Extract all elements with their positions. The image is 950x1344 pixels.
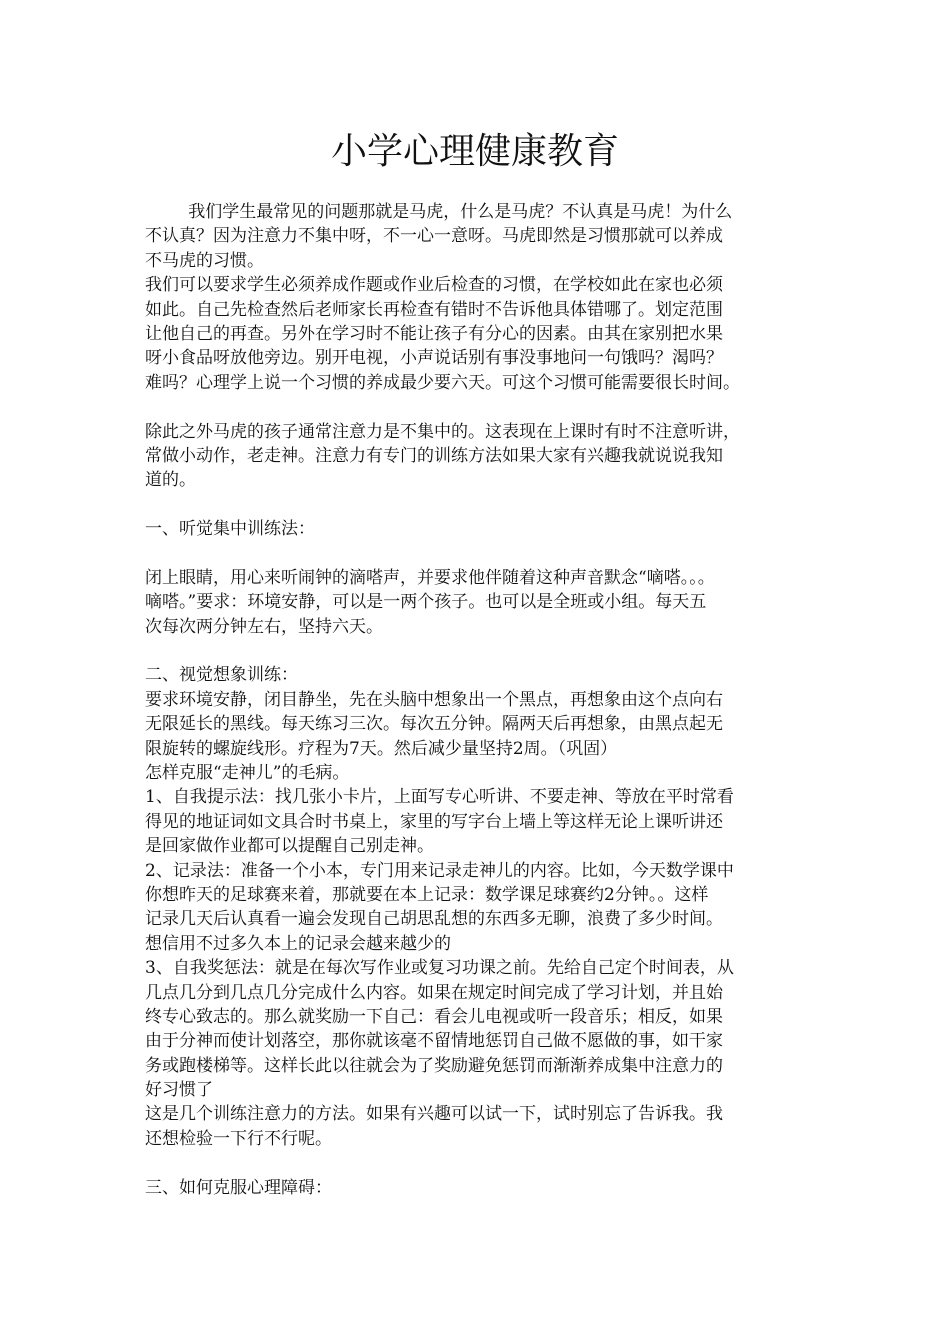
text-line: 几点几分到几点几分完成什么内容。如果在规定时间完成了学习计划，并且始 — [145, 982, 723, 1003]
text-line: 3、自我奖惩法：就是在每次写作业或复习功课之前。先给自己定个时间表，从 — [145, 958, 734, 979]
text-line: 常做小动作，老走神。注意力有专门的训练方法如果大家有兴趣我就说说我知 — [145, 445, 723, 466]
text-line: 呀小食品呀放他旁边。别开电视，小声说话别有事没事地问一句饿吗？渴吗？ — [145, 348, 723, 369]
text-line: 如此。自己先检查然后老师家长再检查有错时不告诉他具体错哪了。划定范围 — [145, 299, 723, 320]
text-line: 是回家做作业都可以提醒自己别走神。 — [145, 836, 434, 857]
text-line: 次每次两分钟左右，坚持六天。 — [145, 616, 383, 637]
text-line: 务或跑楼梯等。这样长此以往就会为了奖励避免惩罚而渐渐养成集中注意力的 — [145, 1055, 723, 1076]
text-line: 道的。 — [145, 470, 196, 491]
blank-line — [145, 493, 825, 517]
text-line: 这是几个训练注意力的方法。如果有兴趣可以试一下，试时别忘了告诉我。我 — [145, 1104, 723, 1125]
text-line: 好习惯了 — [145, 1080, 213, 1101]
blank-line — [145, 639, 825, 663]
text-line: 要求环境安静，闭目静坐，先在头脑中想象出一个黑点，再想象由这个点向右 — [145, 689, 723, 710]
text-line: 让他自己的再查。另外在学习时不能让孩子有分心的因素。由其在家别把水果 — [145, 323, 723, 344]
text-line: 记录几天后认真看一遍会发现自己胡思乱想的东西多无聊，浪费了多少时间。 — [145, 909, 723, 930]
text-line: 限旋转的螺旋线形。疗程为7天。然后减少量坚持2周。（巩固） — [145, 738, 618, 759]
text-line: 闭上眼睛，用心来听闹钟的滴嗒声，并要求他伴随着这种声音默念“嘀嗒。。。 — [145, 567, 715, 588]
document-title: 小学心理健康教育 — [330, 131, 619, 172]
text-line: 得见的地证词如文具合时书桌上，家里的写字台上墙上等这样无论上课听讲还 — [145, 811, 723, 832]
text-line: 二、视觉想象训练： — [145, 665, 298, 686]
document-body — [145, 200, 825, 1200]
text-line: 还想检验一下行不行呢。 — [145, 1128, 332, 1149]
text-line: 2、记录法：准备一个小本，专门用来记录走神儿的内容。比如，今天数学课中 — [145, 860, 734, 881]
blank-line — [145, 541, 825, 565]
text-line: 三、如何克服心理障碍： — [145, 1177, 332, 1198]
text-line: 无限延长的黑线。每天练习三次。每次五分钟。隔两天后再想象，由黑点起无 — [145, 714, 723, 735]
text-line: 想信用不过多久本上的记录会越来越少的 — [145, 933, 451, 954]
text-line: 你想昨天的足球赛来着，那就要在本上记录：数学课足球赛约2分钟。。这样 — [145, 884, 709, 905]
text-line: 不认真？因为注意力不集中呀，不一心一意呀。马虎即然是习惯那就可以养成 — [145, 226, 723, 247]
text-line: 除此之外马虎的孩子通常注意力是不集中的。这表现在上课时有时不注意听讲， — [145, 421, 740, 442]
text-line: 嘀嗒。”要求：环境安静，可以是一两个孩子。也可以是全班或小组。每天五 — [145, 592, 707, 613]
text-line: 终专心致志的。那么就奖励一下自己：看会儿电视或听一段音乐；相反，如果 — [145, 1006, 723, 1027]
blank-line — [145, 1151, 825, 1175]
text-line: 难吗？心理学上说一个习惯的养成最少要六天。可这个习惯可能需要很长时间。 — [145, 372, 740, 393]
text-line: 我们学生最常见的问题那就是马虎，什么是马虎？不认真是马虎！为什么 — [145, 202, 733, 222]
text-line: 怎样克服“走神儿”的毛病。 — [145, 762, 350, 783]
text-line: 不马虎的习惯。 — [145, 250, 264, 271]
text-line: 由于分神而使计划落空，那你就该毫不留情地惩罚自己做不愿做的事，如干家 — [145, 1031, 723, 1052]
text-line: 我们可以要求学生必须养成作题或作业后检查的习惯，在学校如此在家也必须 — [145, 275, 723, 296]
text-line: 一、听觉集中训练法： — [145, 519, 315, 540]
text-line: 1、自我提示法：找几张小卡片，上面写专心听讲、不要走神、等放在平时常看 — [145, 787, 734, 808]
blank-line — [145, 395, 825, 419]
